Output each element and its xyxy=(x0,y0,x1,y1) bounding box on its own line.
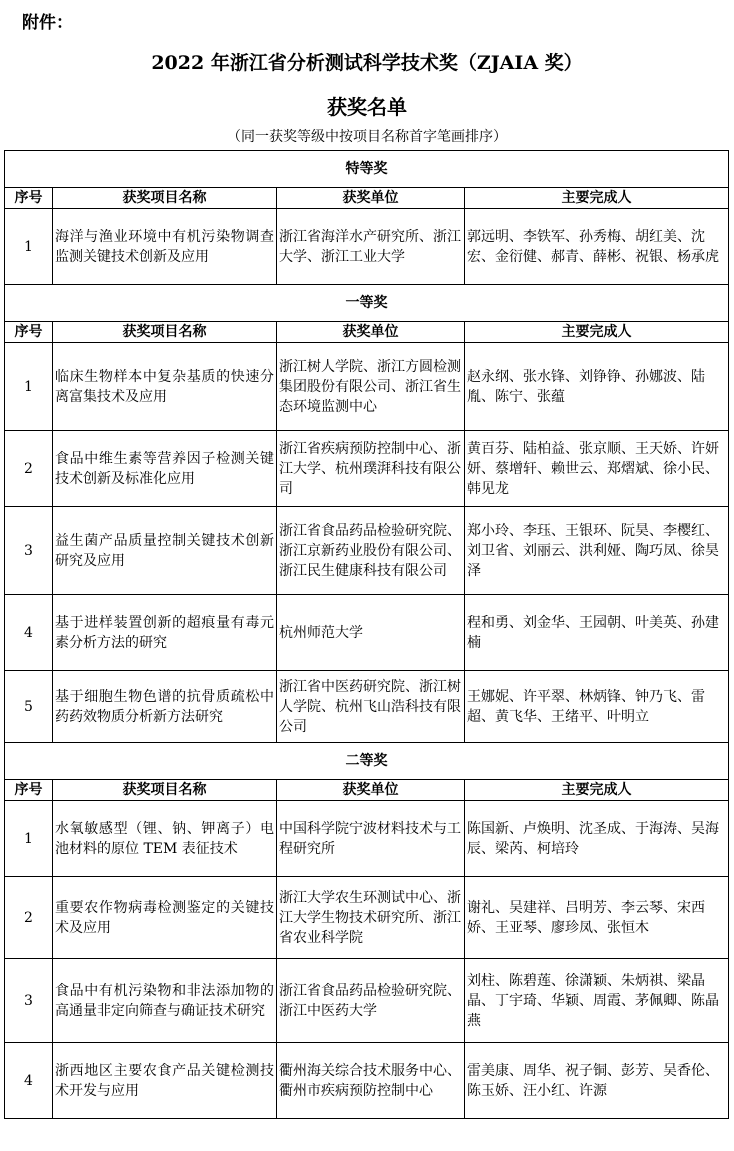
column-header-unit: 获奖单位 xyxy=(277,188,465,209)
awards-table xyxy=(4,150,729,1119)
project-name: 海洋与渔业环境中有机污染物调查监测关键技术创新及应用 xyxy=(53,209,277,285)
table-row xyxy=(5,595,729,671)
award-unit: 浙江省食品药品检验研究院、浙江京新药业股份有限公司、浙江民生健康科技有限公司 xyxy=(277,507,465,595)
column-header-project: 获奖项目名称 xyxy=(53,322,277,343)
table-row xyxy=(5,671,729,743)
main-contributors: 郭远明、李铁军、孙秀梅、胡红美、沈宏、金衍健、郝青、薛彬、祝银、杨承虎 xyxy=(465,209,729,285)
award-unit: 浙江省海洋水产研究所、浙江大学、浙江工业大学 xyxy=(277,209,465,285)
row-number: 3 xyxy=(5,959,53,1043)
column-header-row xyxy=(5,322,729,343)
award-unit: 衢州海关综合技术服务中心、衢州市疾病预防控制中心 xyxy=(277,1043,465,1119)
project-name: 基于进样装置创新的超痕量有毒元素分析方法的研究 xyxy=(53,595,277,671)
column-header-row xyxy=(5,780,729,801)
page-subtitle: 获奖名单 xyxy=(327,95,407,119)
row-number: 3 xyxy=(5,507,53,595)
column-header-row xyxy=(5,188,729,209)
main-contributors: 郑小玲、李珏、王银环、阮昊、李樱红、刘卫省、刘丽云、洪利娅、陶巧凤、徐昊泽 xyxy=(465,507,729,595)
award-level-row xyxy=(5,285,729,322)
award-unit: 浙江大学农生环测试中心、浙江大学生物技术研究所、浙江省农业科学院 xyxy=(277,877,465,959)
table-row xyxy=(5,343,729,431)
row-number: 1 xyxy=(5,801,53,877)
main-contributors: 雷美康、周华、祝子铜、彭芳、吴香伦、陈玉娇、汪小红、许源 xyxy=(465,1043,729,1119)
table-row xyxy=(5,507,729,595)
award-unit: 中国科学院宁波材料技术与工程研究所 xyxy=(277,801,465,877)
award-unit: 浙江省食品药品检验研究院、浙江中医药大学 xyxy=(277,959,465,1043)
project-name: 基于细胞生物色谱的抗骨质疏松中药药效物质分析新方法研究 xyxy=(53,671,277,743)
row-number: 4 xyxy=(5,595,53,671)
column-header-people: 主要完成人 xyxy=(465,322,729,343)
column-header-no: 序号 xyxy=(5,780,53,801)
column-header-people: 主要完成人 xyxy=(465,780,729,801)
column-header-unit: 获奖单位 xyxy=(277,780,465,801)
table-row xyxy=(5,209,729,285)
main-contributors: 谢礼、吴建祥、吕明芳、李云琴、宋西娇、王亚琴、廖珍凤、张恒木 xyxy=(465,877,729,959)
row-number: 1 xyxy=(5,343,53,431)
table-row xyxy=(5,431,729,507)
project-name: 益生菌产品质量控制关键技术创新研究及应用 xyxy=(53,507,277,595)
award-level-row xyxy=(5,743,729,780)
row-number: 5 xyxy=(5,671,53,743)
project-name: 食品中维生素等营养因子检测关键技术创新及标准化应用 xyxy=(53,431,277,507)
row-number: 2 xyxy=(5,431,53,507)
award-unit: 杭州师范大学 xyxy=(277,595,465,671)
column-header-people: 主要完成人 xyxy=(465,188,729,209)
column-header-unit: 获奖单位 xyxy=(277,322,465,343)
main-contributors: 程和勇、刘金华、王园朝、叶美英、孙建楠 xyxy=(465,595,729,671)
main-contributors: 王娜妮、许平翠、林炳锋、钟乃飞、雷超、黄飞华、王绪平、叶明立 xyxy=(465,671,729,743)
project-name: 浙西地区主要农食产品关键检测技术开发与应用 xyxy=(53,1043,277,1119)
row-number: 4 xyxy=(5,1043,53,1119)
row-number: 1 xyxy=(5,209,53,285)
main-contributors: 刘柱、陈碧莲、徐潇颖、朱炳祺、梁晶晶、丁宇琦、华颖、周霞、茅佩卿、陈晶燕 xyxy=(465,959,729,1043)
award-level-row xyxy=(5,151,729,188)
main-contributors: 赵永纲、张水锋、刘铮铮、孙娜波、陆胤、陈宁、张蕴 xyxy=(465,343,729,431)
column-header-project: 获奖项目名称 xyxy=(53,780,277,801)
table-row xyxy=(5,959,729,1043)
main-contributors: 黄百芬、陆柏益、张京顺、王天娇、许妍妍、蔡增轩、赖世云、郑熠斌、徐小民、韩见龙 xyxy=(465,431,729,507)
table-row xyxy=(5,801,729,877)
award-unit: 浙江省中医药研究院、浙江树人学院、杭州飞山浩科技有限公司 xyxy=(277,671,465,743)
award-unit: 浙江树人学院、浙江方圆检测集团股份有限公司、浙江省生态环境监测中心 xyxy=(277,343,465,431)
project-name: 食品中有机污染物和非法添加物的高通量非定向筛查与确证技术研究 xyxy=(53,959,277,1043)
project-name: 临床生物样本中复杂基质的快速分离富集技术及应用 xyxy=(53,343,277,431)
award-level-heading: 二等奖 xyxy=(5,743,729,780)
sort-note: （同一获奖等级中按项目名称首字笔画排序） xyxy=(227,129,507,145)
main-contributors: 陈国新、卢焕明、沈圣成、于海涛、吴海辰、梁芮、柯培玲 xyxy=(465,801,729,877)
table-row xyxy=(5,1043,729,1119)
column-header-no: 序号 xyxy=(5,188,53,209)
column-header-project: 获奖项目名称 xyxy=(53,188,277,209)
column-header-no: 序号 xyxy=(5,322,53,343)
award-level-heading: 特等奖 xyxy=(5,151,729,188)
award-level-heading: 一等奖 xyxy=(5,285,729,322)
attachment-label: 附件： xyxy=(22,13,73,33)
project-name: 水氧敏感型（锂、钠、钾离子）电池材料的原位 TEM 表征技术 xyxy=(53,801,277,877)
award-unit: 浙江省疾病预防控制中心、浙江大学、杭州璞湃科技有限公司 xyxy=(277,431,465,507)
row-number: 2 xyxy=(5,877,53,959)
page-title: 2022 年浙江省分析测试科学技术奖（ZJAIA 奖） xyxy=(151,52,583,74)
table-row xyxy=(5,877,729,959)
project-name: 重要农作物病毒检测鉴定的关键技术及应用 xyxy=(53,877,277,959)
